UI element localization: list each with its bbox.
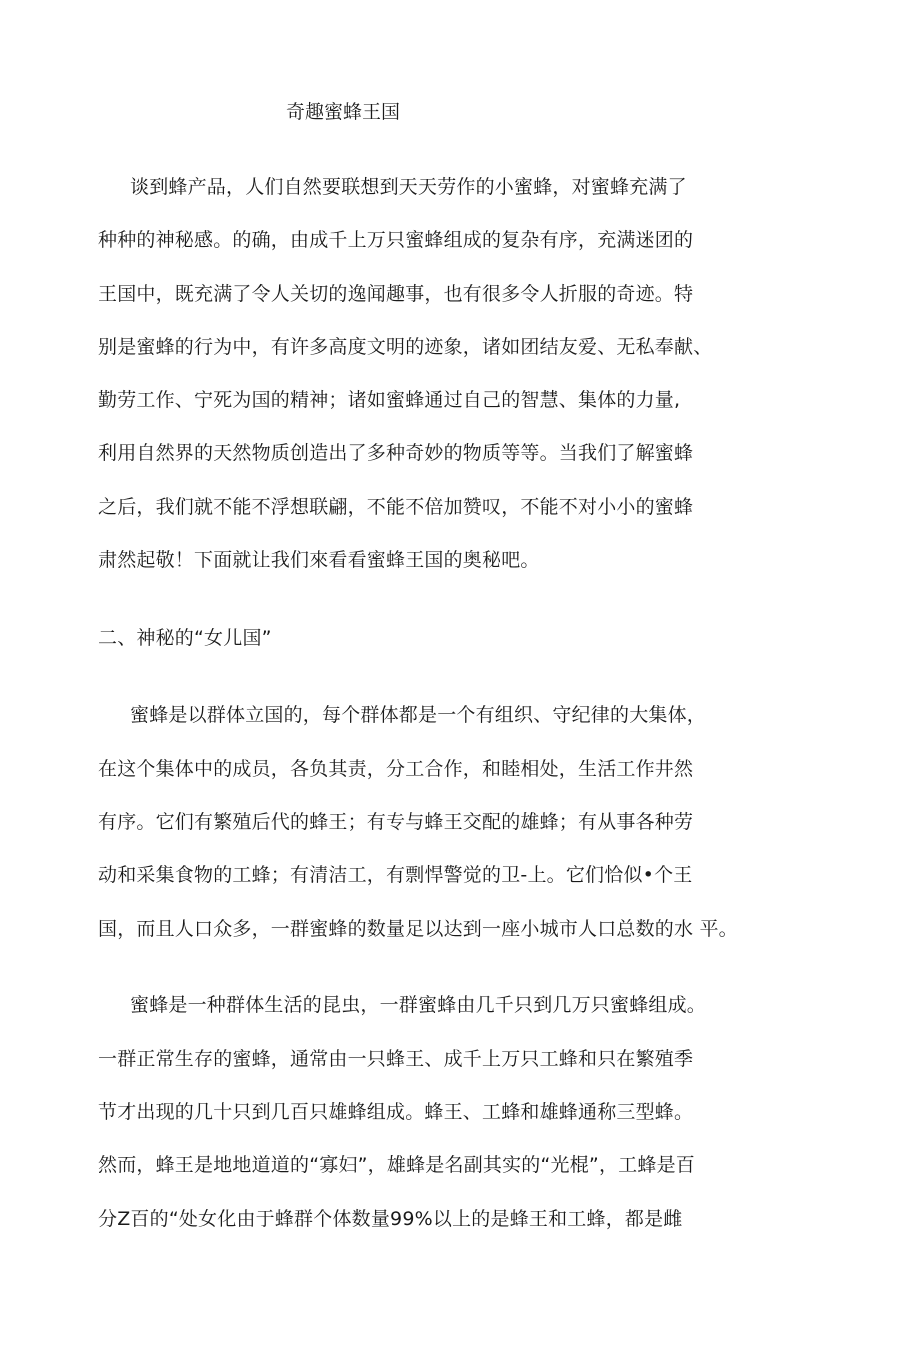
intro-line-7: 之后，我们就不能不浮想联翩，不能不倍加赞叹，不能不对小小的蜜蜂 [98,496,694,518]
para3-line-3: 节才出现的几十只到几百只雄蜂组成。蜂王、工蜂和雄蜂通称三型蜂。 [98,1101,694,1123]
intro-line-3: 王国中，既充满了令人关切的逸闻趣事，也有很多令人折服的奇迹。特 [98,283,694,305]
para2-line-4: 动和采集食物的工蜂；有清洁工，有剽悍警觉的卫-上。它们恰似•个王 [98,864,693,886]
para2-line-5: 国，而且人口众多，一群蜜蜂的数量足以达到一座小城市人口总数的水 平。 [98,918,738,940]
section-heading: 二、神秘的“女儿国” [98,627,272,649]
para3-line-5: 分Z百的“处女化由于蜂群个体数量99%以上的是蜂王和工蜂，都是雌 [98,1208,683,1230]
para2-line-3: 有序。它们有繁殖后代的蜂王；有专与蜂王交配的雄蜂；有从事各种劳 [98,811,694,833]
para3-line-1: 蜜蜂是一种群体生活的昆虫，一群蜜蜂由几千只到几万只蜜蜂组成。 [130,994,707,1016]
intro-line-5: 勤劳工作、宁死为国的精神；诸如蜜蜂通过自己的智慧、集体的力量, [98,389,681,411]
intro-line-2: 种种的神秘感。的确，由成千上万只蜜蜂组成的复杂有序，充满迷团的 [98,229,694,251]
para3-line-2: 一群正常生存的蜜蜂，通常由一只蜂王、成千上万只工蜂和只在繁殖季 [98,1048,694,1070]
para2-line-2: 在这个集体中的成员，各负其责，分工合作，和睦相处，生活工作井然 [98,758,694,780]
intro-line-8: 肃然起敬！下面就让我们來看看蜜蜂王国的奥秘吧。 [98,549,540,571]
document-title: 奇趣蜜蜂王国 [286,101,401,123]
para3-line-4: 然而，蜂王是地地道道的“寡妇”，雄蜂是名副其实的“光棍”，工蜂是百 [98,1154,695,1176]
intro-line-6: 利用自然界的天然物质创造出了多种奇妙的物质等等。当我们了解蜜蜂 [98,442,694,464]
para2-line-1: 蜜蜂是以群体立国的，每个群体都是一个有组织、守纪律的大集体， [130,704,707,726]
intro-line-4: 别是蜜蜂的行为中，有许多高度文明的迹象，诸如团结友爱、无私奉献、 [98,336,713,358]
intro-line-1: 谈到蜂产品，人们自然要联想到天天劳作的小蜜蜂，对蜜蜂充满了 [130,176,687,198]
